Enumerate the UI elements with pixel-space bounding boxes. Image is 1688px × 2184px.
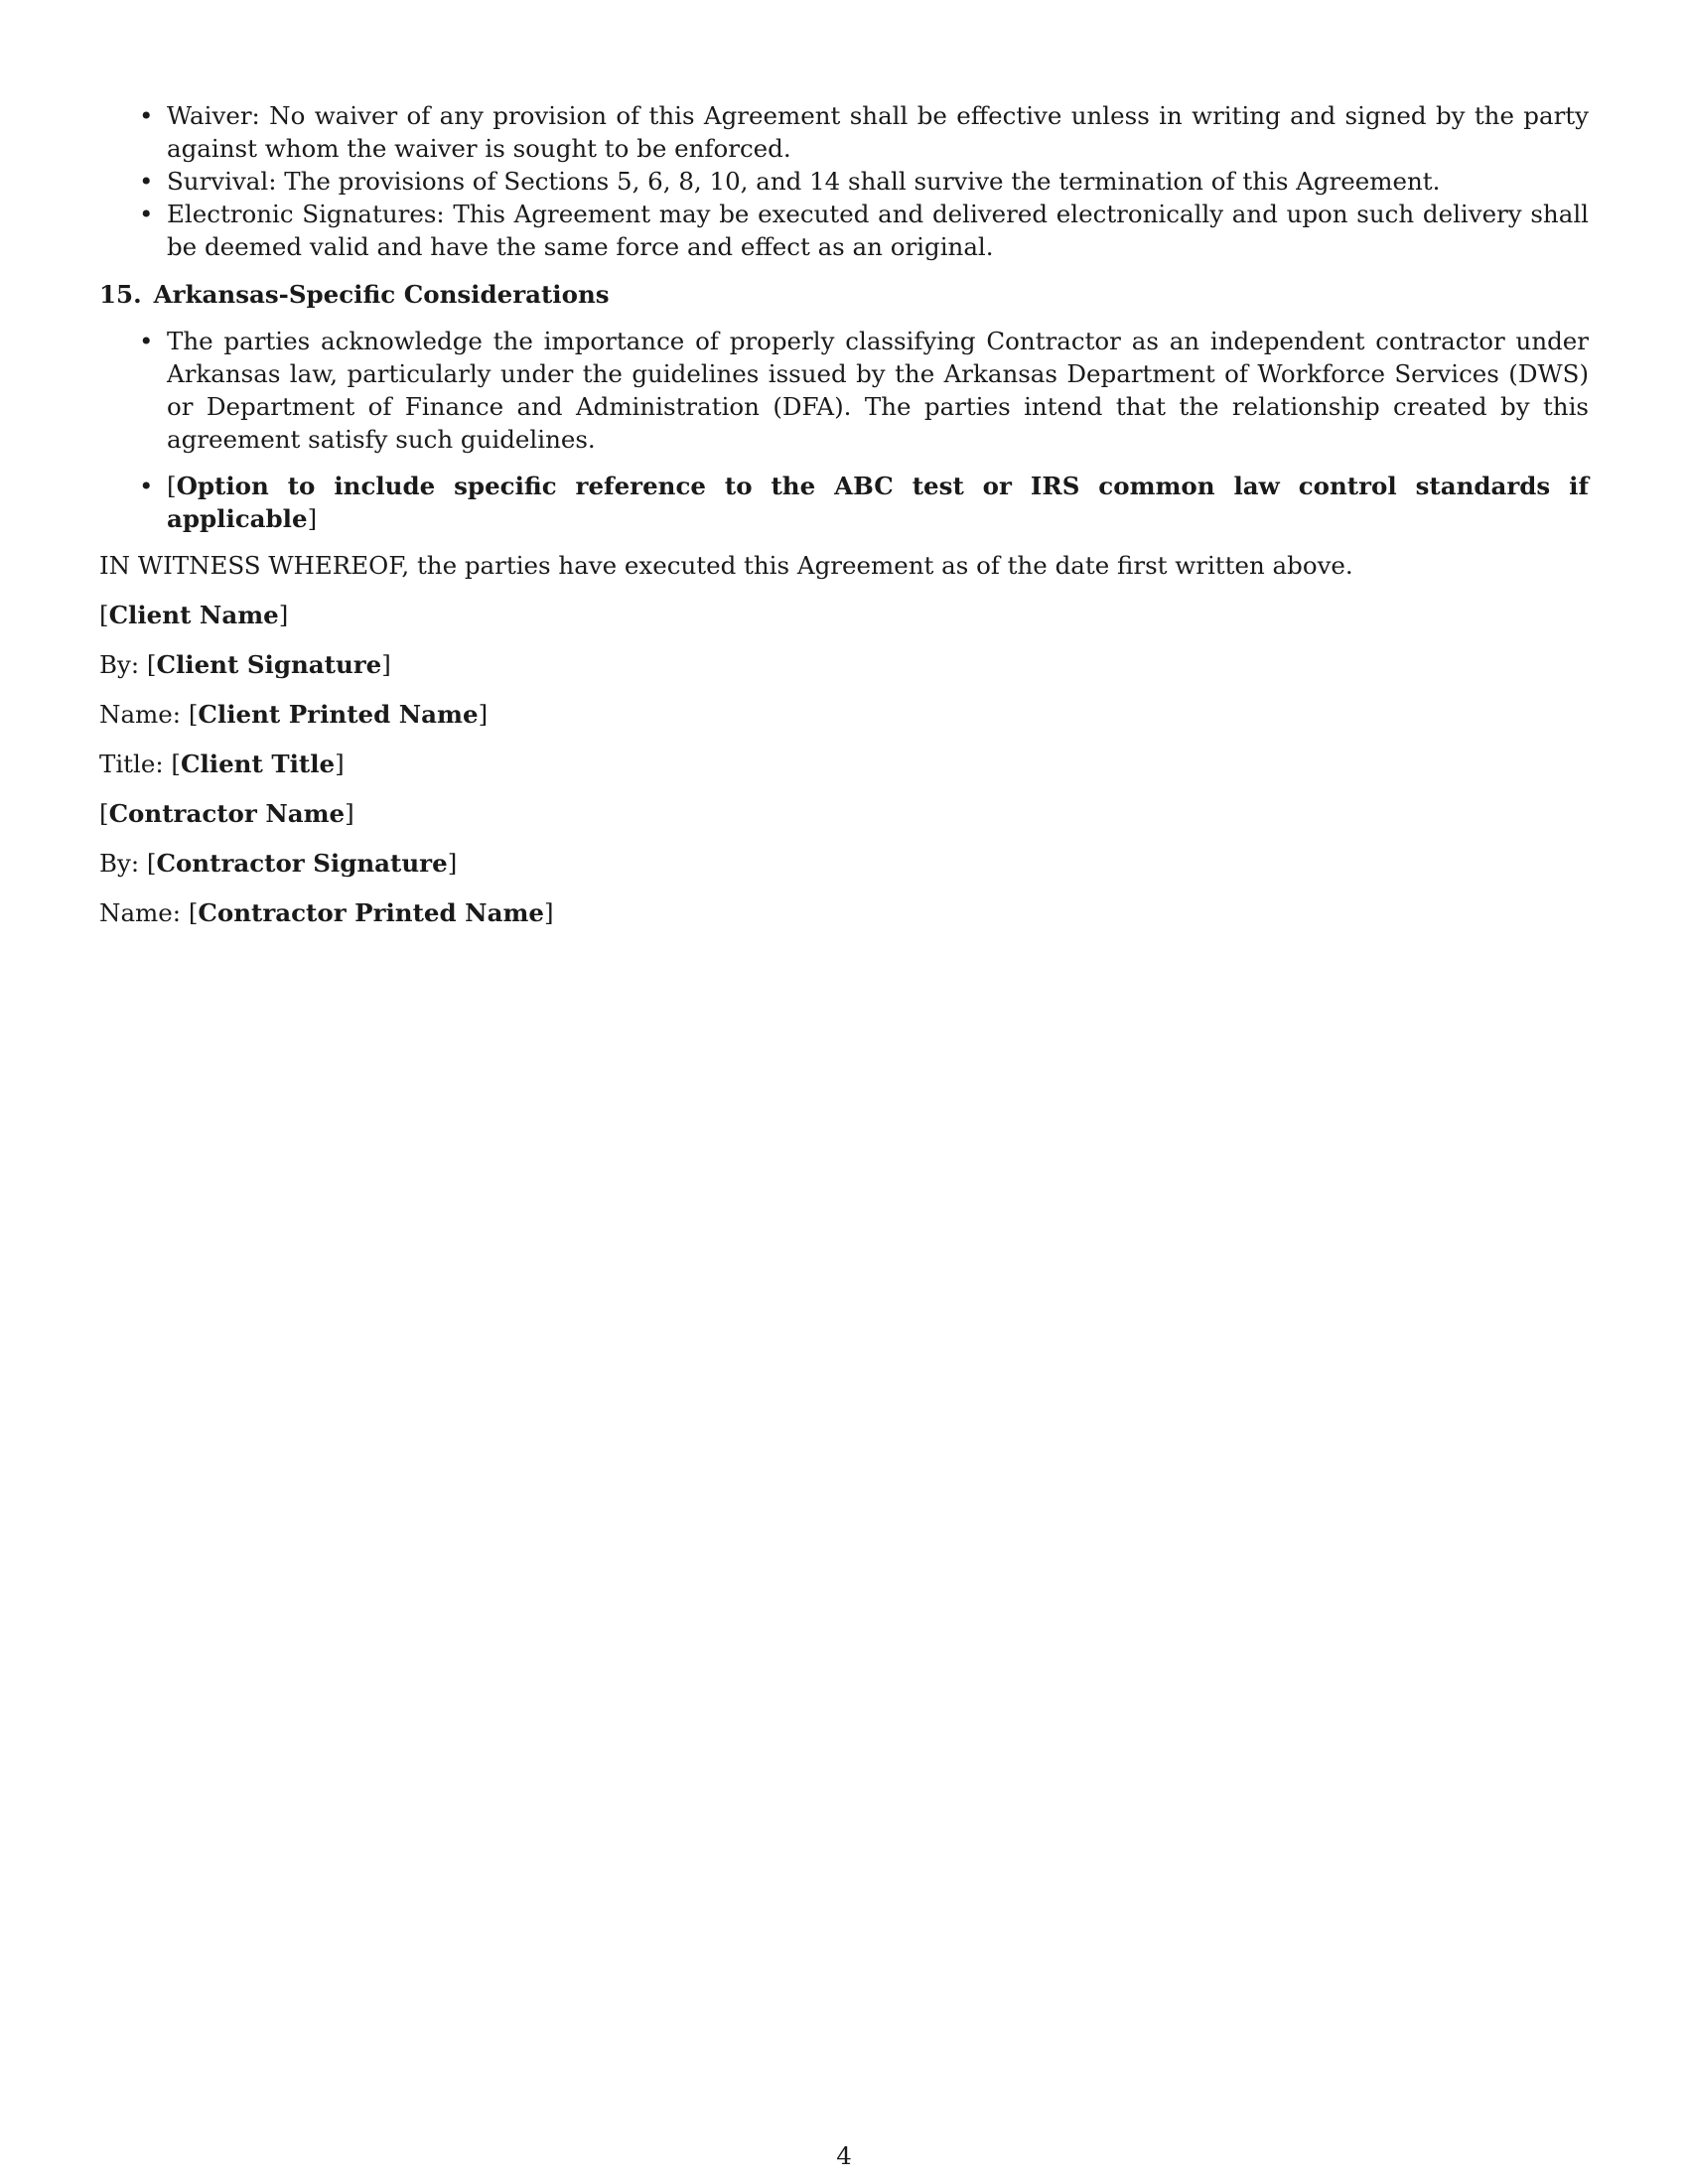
client-printed-name-line (99, 698, 1589, 731)
bullet-icon: • (139, 101, 154, 130)
list-item-waiver (99, 99, 1589, 165)
name-label: Name: (99, 898, 182, 927)
open-bracket: [ (146, 650, 157, 679)
client-name-field: Client Name (108, 601, 279, 629)
open-bracket: [ (188, 700, 199, 729)
open-bracket: [ (171, 750, 181, 778)
section-title: Arkansas-Specific Considerations (153, 280, 610, 309)
close-bracket: ] (345, 799, 354, 828)
close-bracket: ] (381, 650, 391, 679)
client-name-line (99, 599, 1589, 631)
witness-statement: IN WITNESS WHEREOF, the parties have executed this Agreement as of the date first written above. (99, 551, 1353, 580)
close-bracket: ] (447, 849, 458, 878)
client-title-field: Client Title (180, 750, 336, 778)
contractor-by-line (99, 847, 1589, 880)
section-heading-15 (99, 278, 1589, 311)
list-item-classification (99, 325, 1589, 456)
open-bracket: [ (146, 849, 157, 878)
waiver-text: Waiver: No waiver of any provision of this Agreement shall be effective unless in writing and signed by the party against whom the waiver is sought to be enforced. (167, 101, 1589, 163)
open-bracket: [ (188, 898, 199, 927)
bullet-icon: • (139, 327, 154, 355)
bullet-icon: • (139, 200, 154, 228)
page-number: 4 (836, 2141, 852, 2170)
option-text: Option to include specific reference to the ABC test or IRS common law control standards if applicable (167, 472, 1589, 533)
survival-text: Survival: The provisions of Sections 5, 6, 8, 10, and 14 shall survive the termination of this Agreement. (167, 167, 1441, 196)
by-label: By: (99, 849, 140, 878)
classification-text: The parties acknowledge the importance of properly classifying Contractor as an independent contractor under Arkansas law, particularly under the guidelines issued by the Arkansas Department of Workforce Services (DWS) or Department of Finance and Administration (DFA). The parties intend that the relationship created by this agreement satisfy such guidelines. (167, 327, 1589, 454)
close-bracket: ] (278, 601, 289, 629)
list-item-electronic-signatures (99, 198, 1589, 263)
list-item-option (99, 470, 1589, 535)
client-title-line (99, 748, 1589, 780)
client-by-line (99, 648, 1589, 681)
title-label: Title: (99, 750, 164, 778)
open-bracket: [ (99, 799, 109, 828)
contractor-name-field: Contractor Name (108, 799, 346, 828)
by-label: By: (99, 650, 140, 679)
option-open-bracket: [ (167, 472, 177, 500)
section-number: 15. (99, 280, 142, 309)
electronic-signatures-text: Electronic Signatures: This Agreement may be executed and delivered electronically and upon such delivery shall be deemed valid and have the same force and effect as an original. (167, 200, 1589, 261)
name-label: Name: (99, 700, 182, 729)
client-signature-field: Client Signature (156, 650, 382, 679)
contractor-name-line (99, 797, 1589, 830)
open-bracket: [ (99, 601, 109, 629)
clause-list (99, 99, 1589, 263)
bullet-icon: • (139, 472, 154, 500)
contractor-signature-field: Contractor Signature (156, 849, 448, 878)
contractor-printed-name-line (99, 896, 1589, 929)
list-item-survival (99, 165, 1589, 198)
client-printed-name-field: Client Printed Name (198, 700, 479, 729)
close-bracket: ] (335, 750, 345, 778)
document-page (99, 99, 1589, 929)
contractor-printed-name-field: Contractor Printed Name (198, 898, 544, 927)
option-close-bracket: ] (307, 504, 318, 533)
close-bracket: ] (478, 700, 489, 729)
section-15-list (99, 325, 1589, 535)
close-bracket: ] (543, 898, 554, 927)
bullet-icon: • (139, 167, 154, 196)
